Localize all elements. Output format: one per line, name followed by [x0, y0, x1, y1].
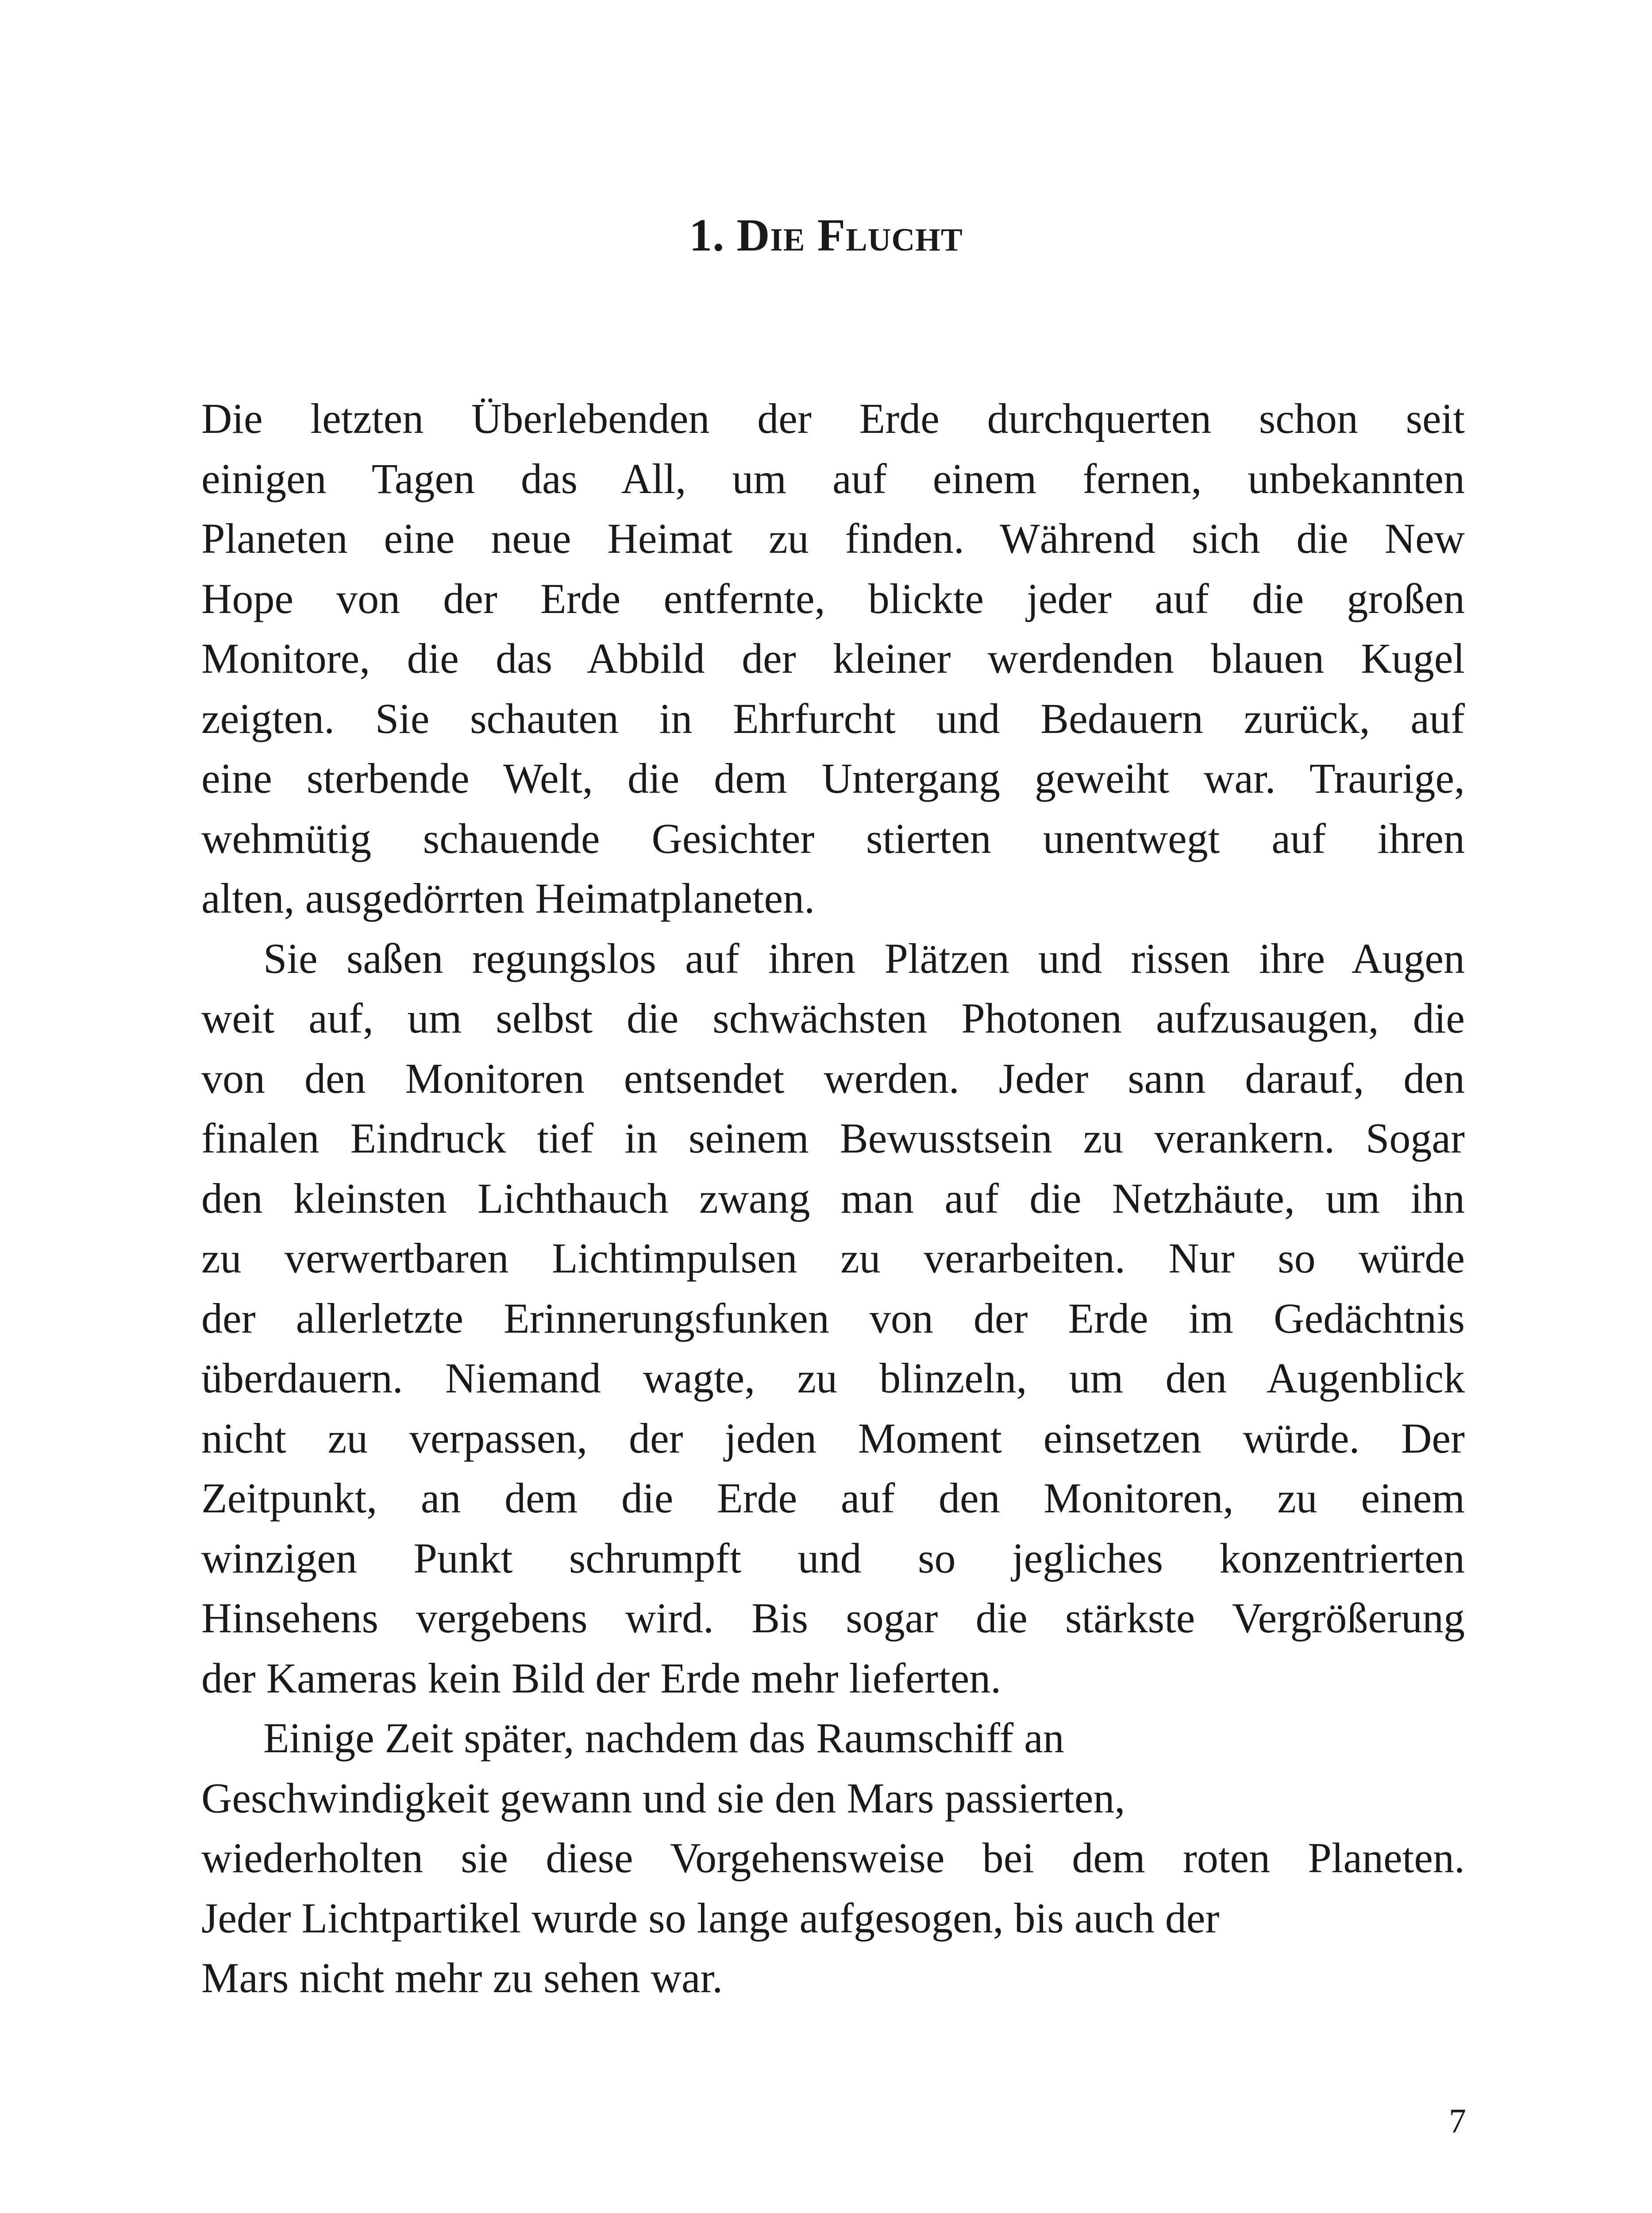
text-line: finalen Eindruck tief in seinem Bewusstsein zu verankern. Sogar [201, 1114, 1465, 1162]
text-line: Mars nicht mehr zu sehen war. [201, 1954, 723, 2001]
paragraph [201, 389, 1465, 929]
text-line: einigen Tagen das All, um auf einem fernen, unbekannten [201, 455, 1465, 502]
text-line: der allerletzte Erinnerungsfunken von der Erde im Gedächtnis [201, 1294, 1465, 1342]
paragraph [201, 1708, 1465, 2008]
text-line: wiederholten sie diese Vorgehensweise bei dem roten Planeten. [201, 1834, 1465, 1881]
text-line: Hope von der Erde entfernte, blickte jeder auf die großen [201, 574, 1465, 622]
text-line: wehmütig schauende Gesichter stierten unentwegt auf ihren [201, 814, 1465, 862]
text-line: eine sterbende Welt, die dem Untergang geweiht war. Traurige, [201, 755, 1465, 802]
text-line: Geschwindigkeit gewann und sie den Mars passierten, [201, 1774, 1125, 1822]
page-number: 7 [1449, 2101, 1466, 2140]
text-line: überdauern. Niemand wagte, zu blinzeln, um den Augenblick [201, 1354, 1465, 1402]
text-line: den kleinsten Lichthauch zwang man auf die Netzhäute, um ihn [201, 1174, 1465, 1222]
text-line: winzigen Punkt schrumpft und so jegliches konzentrierten [201, 1534, 1465, 1582]
text-line: zu verwertbaren Lichtimpulsen zu verarbeiten. Nur so würde [201, 1234, 1465, 1282]
text-line: Zeitpunkt, an dem die Erde auf den Monitoren, zu einem [201, 1474, 1465, 1522]
text-line: Sie saßen regungslos auf ihren Plätzen und rissen ihre Augen [263, 934, 1465, 982]
text-line: Einige Zeit später, nachdem das Raumschiff an [263, 1714, 1064, 1762]
text-line: Planeten eine neue Heimat zu finden. Während sich die New [201, 515, 1465, 562]
text-line: Monitore, die das Abbild der kleiner werdenden blauen Kugel [201, 635, 1465, 682]
text-line: alten, ausgedörrten Heimatplaneten. [201, 875, 815, 922]
text-line: Hinsehens vergebens wird. Bis sogar die stärkste Vergrößerung [201, 1594, 1465, 1642]
text-line: von den Monitoren entsendet werden. Jeder sann darauf, den [201, 1054, 1465, 1102]
text-line: zeigten. Sie schauten in Ehrfurcht und Bedauern zurück, auf [201, 694, 1465, 742]
text-line: weit auf, um selbst die schwächsten Photonen aufzusaugen, die [201, 995, 1465, 1042]
chapter-body [201, 389, 1465, 2008]
text-line: der Kameras kein Bild der Erde mehr lieferten. [201, 1654, 1001, 1702]
chapter-title: 1. Die Flucht [689, 210, 963, 261]
text-line: nicht zu verpassen, der jeden Moment einsetzen würde. Der [201, 1414, 1465, 1462]
paragraph [201, 929, 1465, 1708]
text-line: Die letzten Überlebenden der Erde durchquerten schon seit [201, 395, 1465, 442]
text-line: Jeder Lichtpartikel wurde so lange aufgesogen, bis auch der [201, 1894, 1220, 1942]
